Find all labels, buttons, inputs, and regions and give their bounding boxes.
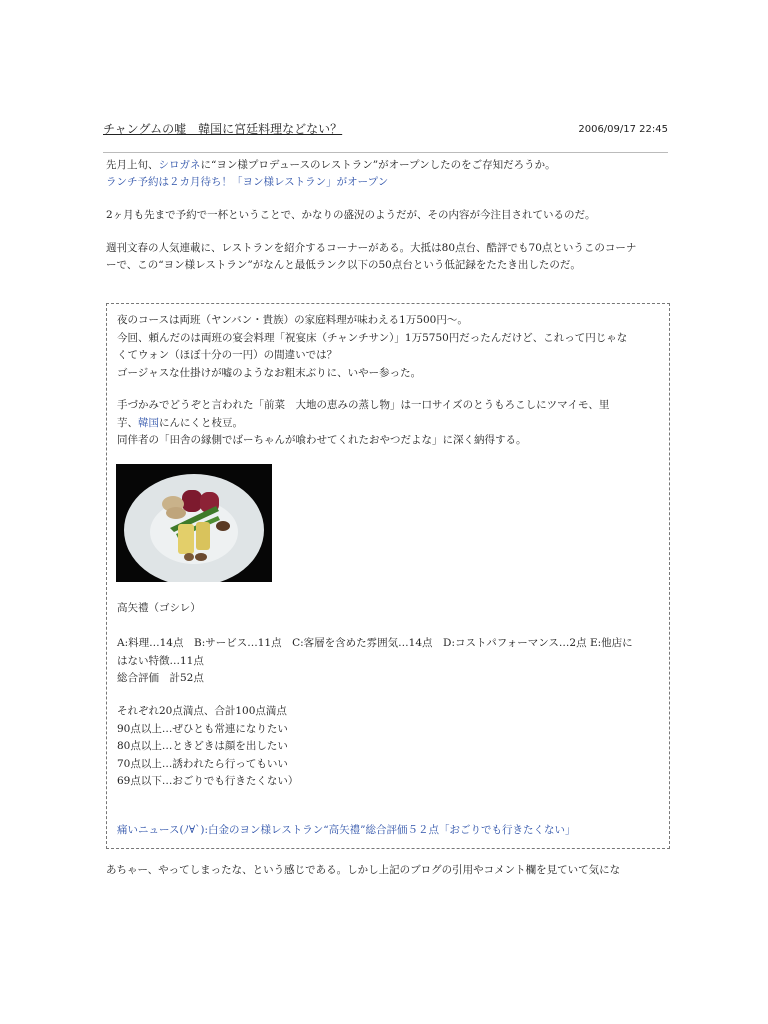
quoted-review-box [106,303,670,849]
itai-news-link[interactable]: 痛いニュース(ﾉ∀`):白金のヨン様レストラン“高矢禮”総合評価５２点「おごりでも行きたくない」 [117,824,576,836]
scale-line: 90点以上…ぜひとも常連になりたい [117,722,288,735]
score-line: A:料理…14点 B:サービス…11点 C:客層を含めた雰囲気…14点 D:コストパフォーマンス…2点 E:他店に [117,637,633,649]
closing-paragraph [106,862,666,879]
dish-photo-illustration [116,464,272,582]
reviewer-name [117,600,662,618]
paragraph-popularity [106,207,666,224]
scale-line: 70点以上…誘われたら行ってもいい [117,757,288,770]
quote-text-b: にんにくと枝豆。 [159,416,243,429]
header-divider [103,152,668,153]
paragraph-line: 2ヶ月も先まで予約で一杯ということで、かなりの盛況のようだが、その内容が今注目されているのだ。 [106,209,596,221]
scoring-scale [117,703,662,791]
quote-line: 同伴者の「田舎の縁側でばーちゃんが喰わせてくれたおやつだよな」に深く納得する。 [117,434,527,446]
post-date: 2006/09/17 22:45 [578,124,668,135]
scale-line: 69点以下…おごりでも行きたくない） [117,775,299,787]
source-citation [117,822,662,840]
paragraph-line: ーで、この“ヨン様レストラン”がなんと最低ランク以下の50点台という低記録をたたき出したのだ。 [106,259,581,271]
shirogane-link[interactable]: シロガネ [158,159,201,171]
intro-text-a: 先月上旬、 [106,159,159,171]
dish-photo [116,464,272,582]
scale-line: 80点以上…ときどきは顔を出したい [117,740,288,752]
paragraph-line: あちゃー、やってしまったな、という感じである。しかし上記のブログの引用やコメント欄を見ていて気にな [106,864,621,876]
quote-line: 今回、頼んだのは両班の宴会料理「祝宴床（チャンチサン）」1万5750円だったんだけど、これって円じゃな [117,331,628,344]
quote-line: 手づかみでどうぞと言われた「前菜 大地の恵みの蒸し物」は一口サイズのとうもろこしにツマイモ、里 [117,399,610,411]
reviewer-label: 高矢禮（ゴシレ） [117,602,201,614]
quote-line: 夜のコースは両班（ヤンバン・貴族）の家庭料理が味わえる1万500円〜。 [117,314,468,326]
quote-line: くてウォン（ほぼ十分の一円）の間違いでは？ [117,349,338,361]
intro-paragraph [106,157,666,191]
score-line: はない特徴…11点 [117,654,204,667]
appetizer-description [117,397,662,450]
scale-line: それぞれ20点満点、合計100点満点 [117,705,287,717]
intro-text-b: に“ヨン様プロデュースのレストラン”がオープンしたのをご存知だろうか。 [200,159,556,171]
intro-line [106,157,666,174]
paragraph-bunshun [106,240,666,274]
course-description [117,312,662,382]
score-breakdown [117,635,662,688]
lunch-reservation-link[interactable]: ランチ予約は２カ月待ち！「ヨン様レストラン」がオープン [106,176,389,188]
paragraph-line: 週刊文春の人気連載に、レストランを紹介するコーナーがある。大抵は80点台、酷評でも70点というこのコーナ [106,242,637,254]
quote-line: ゴージャスな仕掛けが嘘のようなお粗末ぶりに、いやー参った。 [117,366,422,379]
total-score: 総合評価 計52点 [117,672,204,684]
quote-line [117,415,662,433]
post-header [103,120,668,140]
quote-text-a: 芋、 [117,416,138,429]
post-title-link[interactable]: チャングムの嘘 韓国に宮廷料理などない？ [103,122,343,136]
korea-link[interactable]: 韓国 [138,416,159,429]
